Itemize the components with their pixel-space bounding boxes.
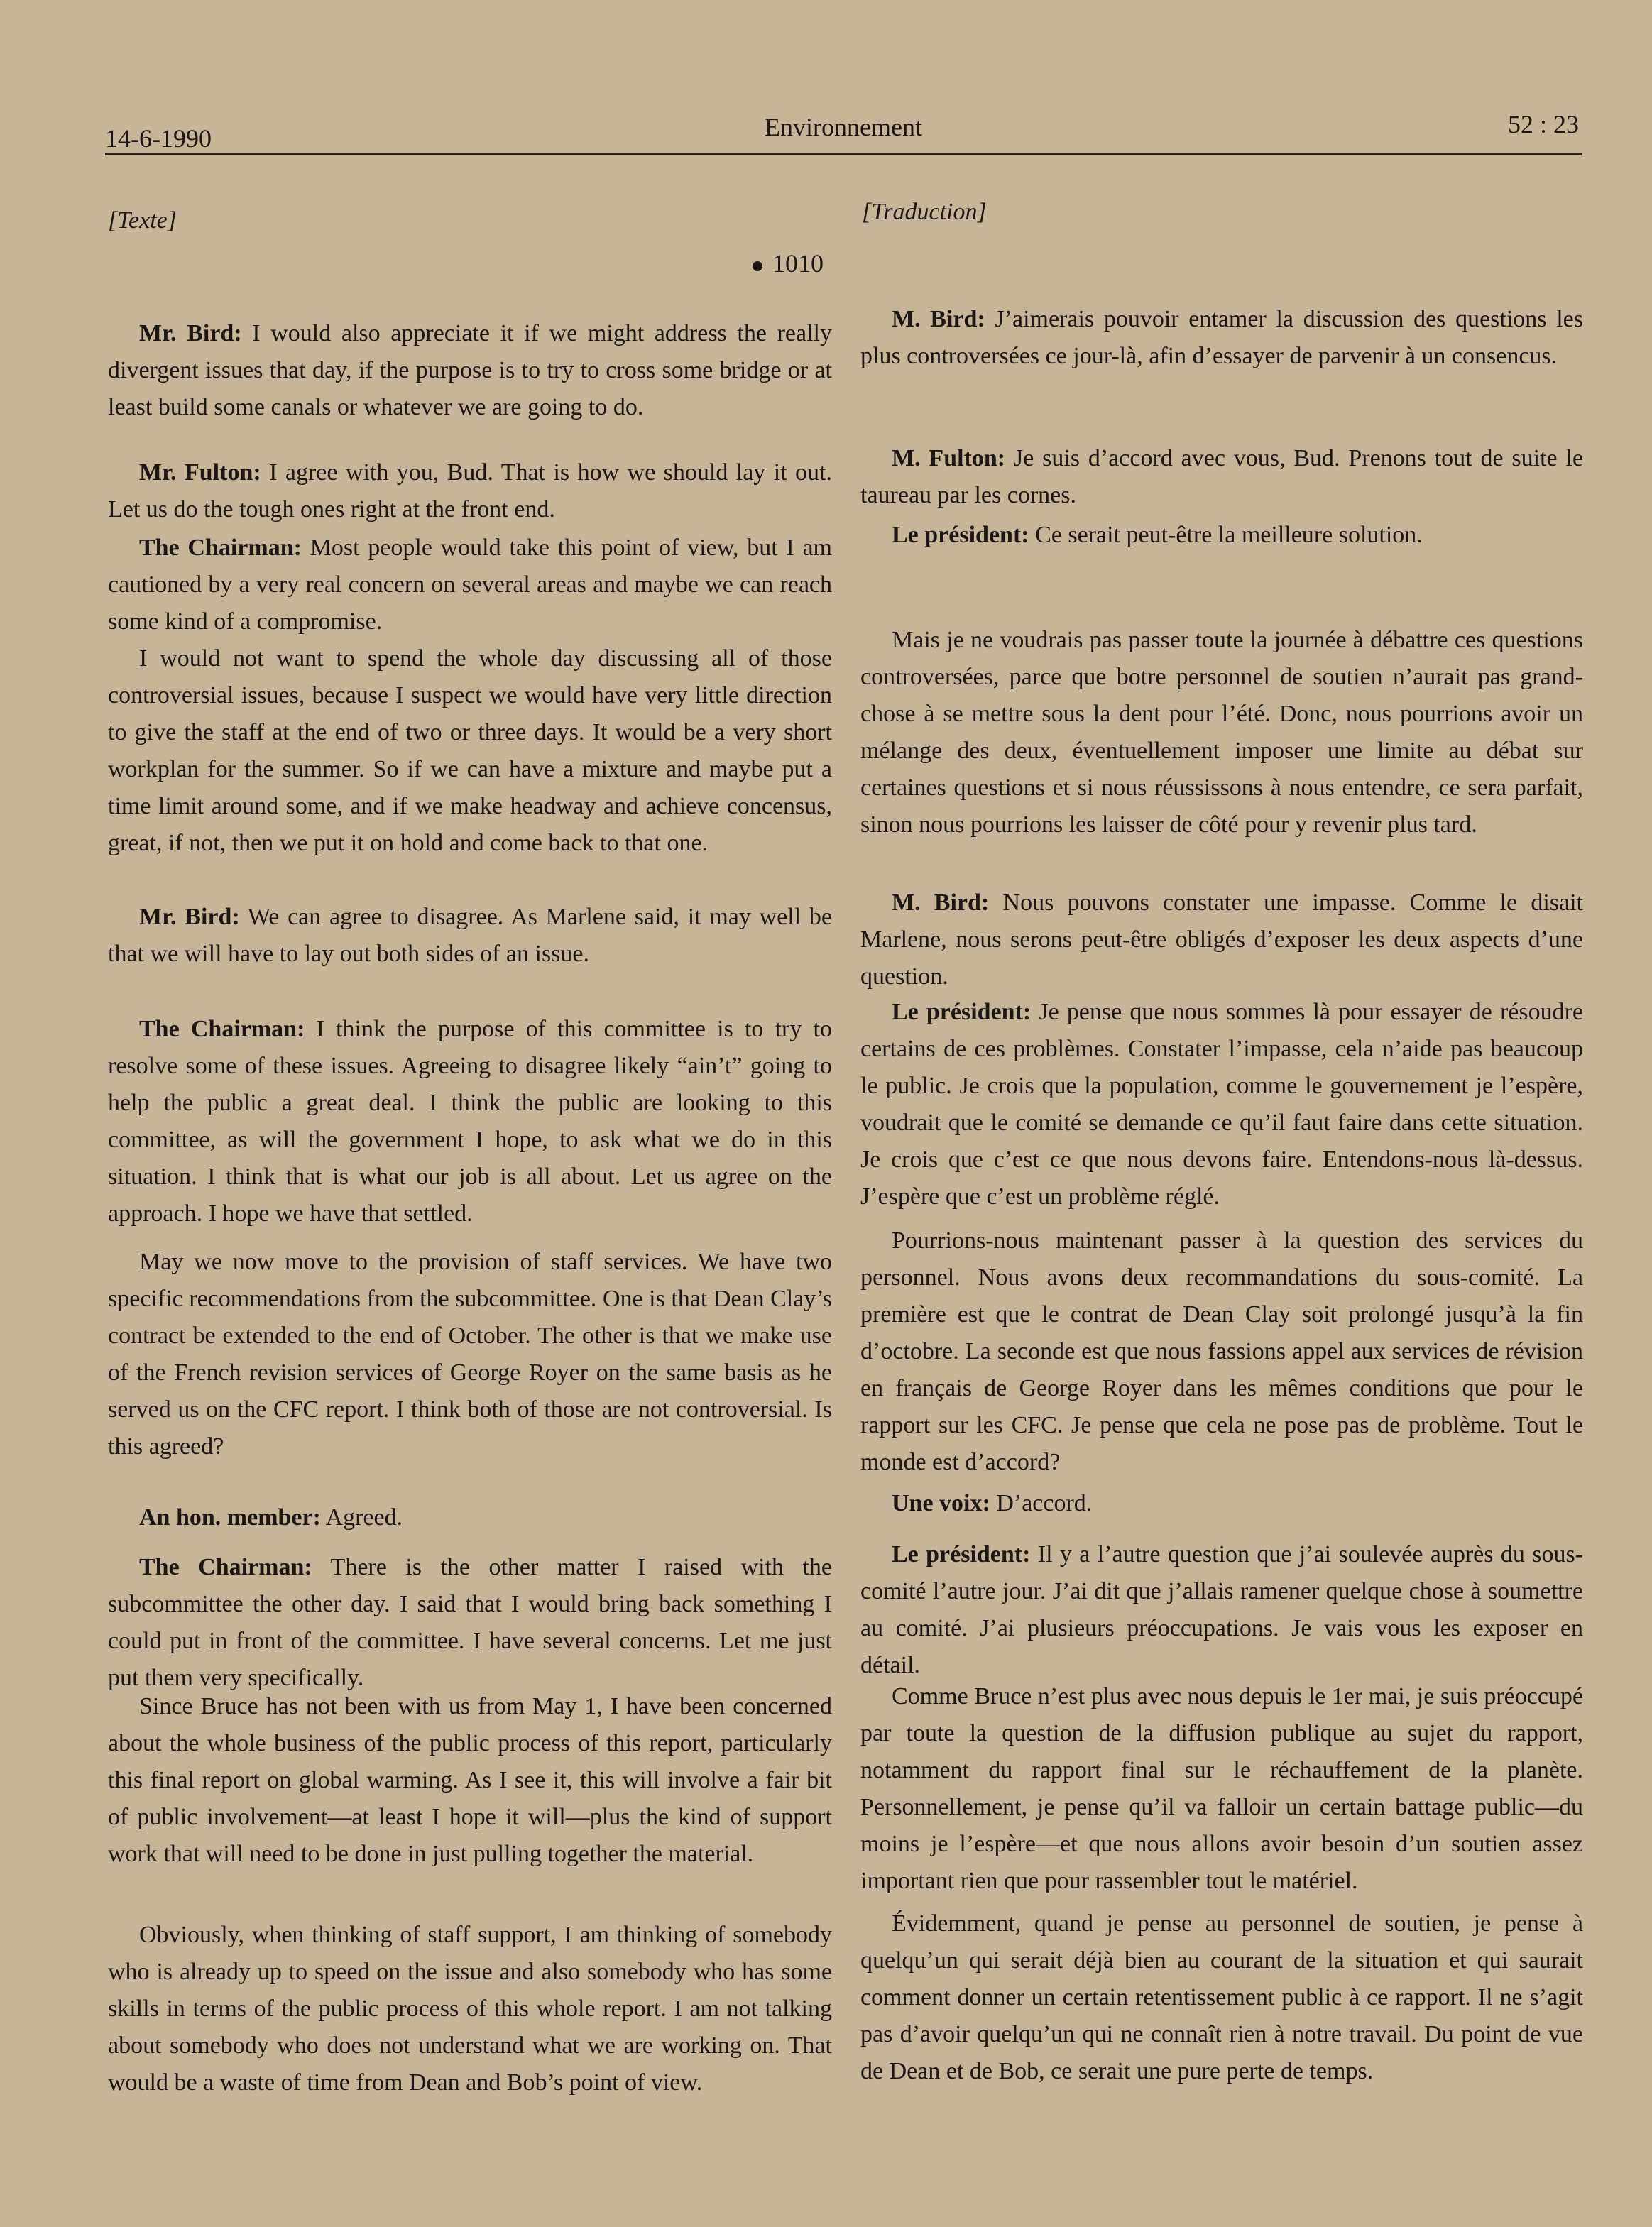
speaker-name: Le président: (892, 522, 1029, 548)
english-paragraph (108, 899, 832, 973)
speaker-name: An hon. member: (139, 1504, 321, 1531)
french-paragraph (860, 1536, 1583, 1684)
english-paragraph (108, 1917, 832, 2101)
speaker-name: M. Fulton: (892, 445, 1006, 471)
speaker-name: Le président: (892, 1541, 1031, 1567)
paragraph-text: Il y a l’autre question que j’ai soulevée auprès du sous-comité l’autre jour. J’ai dit que j’allais ramener quelque chose à soumettre au comité. J’ai plusieurs préoccupations. Je vais vous les exposer en détail. (860, 1541, 1583, 1678)
french-paragraph (860, 517, 1583, 554)
french-paragraph (860, 1678, 1583, 1900)
speaker-name: M. Bird: (892, 890, 990, 916)
english-paragraph (108, 1688, 832, 1873)
french-paragraph (860, 301, 1583, 375)
speaker-name: The Chairman: (139, 1016, 305, 1042)
french-paragraph (860, 622, 1583, 843)
paragraph-text: D’accord. (990, 1490, 1093, 1516)
paragraph-text: Since Bruce has not been with us from May 1, I have been concerned about the whole business of the public process of this report, particularly this final report on global warming. As I see it, this will involve a fair bit of public involvement—at least I hope it will—plus the kind of support work that will need to be done in just pulling together the material. (108, 1693, 832, 1867)
speaker-name: The Chairman: (139, 535, 302, 561)
paragraph-text: May we now move to the provision of staff services. We have two specific recommendations from the subcommittee. One is that Dean Clay’s contract be extended to the end of October. The other is that we make use of the French revision services of George Royer on the same basis as he served us on the CFC report. I think both of those are not controversial. Is this agreed? (108, 1249, 832, 1460)
english-paragraph (108, 1011, 832, 1232)
paragraph-text: I would not want to spend the whole day discussing all of those controversial issues, because I suspect we would have very little direction to give the staff at the end of two or three days. It would be a very short workplan for the summer. So if we can have a mixture and maybe put a time limit around some, and if we make headway and achieve concensus, great, if not, then we put it on hold and come back to that one. (108, 645, 832, 856)
paragraph-text: J’aimerais pouvoir entamer la discussion des questions les plus controversées ce jour-là, afin d’essayer de parvenir à un consencus. (860, 306, 1583, 369)
speaker-name: Mr. Bird: (139, 320, 242, 346)
paragraph-text: I agree with you, Bud. That is how we should lay it out. Let us do the tough ones right at the front end. (108, 459, 832, 522)
english-paragraph (108, 1244, 832, 1465)
speaker-name: Mr. Fulton: (139, 459, 261, 486)
paragraph-text: Pourrions-nous maintenant passer à la question des services du personnel. Nous avons deux recommandations du sous-comité. La première est que le contrat de Dean Clay soit prolongé jusqu’à la fin d’octobre. La seconde est que nous fassions appel aux services de révision en français de George Royer dans les mêmes conditions que pour le rapport sur les CFC. Je pense que cela ne pose pas de problème. Tout le monde est d’accord? (860, 1227, 1583, 1475)
paragraph-text: We can agree to disagree. As Marlene said, it may well be that we will have to lay out both sides of an issue. (108, 904, 832, 967)
english-paragraph (108, 454, 832, 528)
french-paragraph (860, 994, 1583, 1215)
french-paragraph (860, 440, 1583, 514)
header-title: Environnement (765, 113, 922, 141)
time-marker (753, 248, 824, 278)
header-page-number: 52 : 23 (1507, 110, 1579, 138)
speaker-name: Le président: (892, 999, 1032, 1025)
paragraph-text: I would also appreciate it if we might address the really divergent issues that day, if the purpose is to try to cross some bridge or at least build some canals or whatever we are going to do. (108, 320, 832, 420)
paragraph-text: Mais je ne voudrais pas passer toute la journée à débattre ces questions controversées, parce que botre personnel de soutien n’aurait pas grand-chose à se mettre sous la dent pour l’été. Donc, nous pourrions avoir un mélange des deux, éventuellement imposer une limite au débat sur certaines questions et si nous réussissons à nous entendre, ce sera parfait, sinon nous pourrions les laisser de côté pour y revenir plus tard. (860, 627, 1583, 838)
bullet-icon (753, 261, 762, 271)
paragraph-text: Évidemment, quand je pense au personnel de soutien, je pense à quelqu’un qui serait déjà bien au courant de la situation et qui saurait comment donner un certain retentissement public à ce rapport. Il ne s’agit pas d’avoir quelqu’un qui ne connaît rien à notre travail. Du point de vue de Dean et de Bob, ce serait une pure perte de temps. (860, 1910, 1583, 2084)
speaker-name: Une voix: (892, 1490, 990, 1516)
header-date: 14-6-1990 (105, 124, 212, 153)
french-paragraph (860, 885, 1583, 995)
french-paragraph (860, 1222, 1583, 1481)
english-column-tag: [Texte] (108, 207, 177, 234)
paragraph-text: Comme Bruce n’est plus avec nous depuis le 1er mai, je suis préoccupé par toute la question de la diffusion publique au sujet du rapport, notamment du rapport final sur le réchauffement de la planète. Personnellement, je pense qu’il va falloir un certain battage public—du moins je l’espère—et que nous allons avoir besoin d’un soutien assez important rien que pour rassembler tout le matériel. (860, 1683, 1583, 1894)
speaker-name: Mr. Bird: (139, 904, 240, 930)
paragraph-text: I think the purpose of this committee is to try to resolve some of these issues. Agreeing to disagree likely “ain’t” going to help the public a great deal. I think the public are looking to this committee, as will the government I hope, to ask what we do in this situation. I think that is what our job is all about. Let us agree on the approach. I hope we have that settled. (108, 1016, 832, 1227)
speaker-name: The Chairman: (139, 1554, 312, 1580)
time-marker-value: 1010 (772, 249, 824, 278)
french-column-tag: [Traduction] (862, 199, 987, 225)
paragraph-text: Agreed. (320, 1504, 403, 1531)
page-header (105, 108, 1582, 155)
paragraph-text: Je suis d’accord avec vous, Bud. Prenons tout de suite le taureau par les cornes. (860, 445, 1583, 508)
english-paragraph (108, 315, 832, 426)
english-paragraph (108, 530, 832, 640)
speaker-name: M. Bird: (892, 306, 985, 332)
english-paragraph (108, 1549, 832, 1697)
paragraph-text: Obviously, when thinking of staff support, I am thinking of somebody who is already up to speed on the issue and also somebody who has some skills in terms of the public process of this whole report. I am not talking about somebody who does not understand what we are working on. That would be a waste of time from Dean and Bob’s point of view. (108, 1922, 832, 2096)
paragraph-text: Je pense que nous sommes là pour essayer de résoudre certains de ces problèmes. Constater l’impasse, cela n’aide pas beaucoup le public. Je crois que la population, comme le gouvernement je l’espère, voudrait que le comité se demande ce qu’il faut faire dans cette situation. Je crois que c’est ce que nous devons faire. Entendons-nous là-dessus. J’espère que c’est un problème réglé. (860, 999, 1583, 1210)
english-paragraph (108, 640, 832, 862)
english-paragraph (108, 1499, 832, 1536)
paragraph-text: Nous pouvons constater une impasse. Comme le disait Marlene, nous serons peut-être obligés d’exposer les deux aspects d’une question. (860, 890, 1583, 990)
french-paragraph (860, 1485, 1583, 1522)
paragraph-text: Most people would take this point of view, but I am cautioned by a very real concern on several areas and maybe we can reach some kind of a compromise. (108, 535, 832, 635)
french-paragraph (860, 1905, 1583, 2090)
paragraph-text: Ce serait peut-être la meilleure solution. (1029, 522, 1423, 548)
paragraph-text: There is the other matter I raised with the subcommittee the other day. I said that I would bring back something I could put in front of the committee. I have several concerns. Let me just put them very specifically. (108, 1554, 832, 1691)
